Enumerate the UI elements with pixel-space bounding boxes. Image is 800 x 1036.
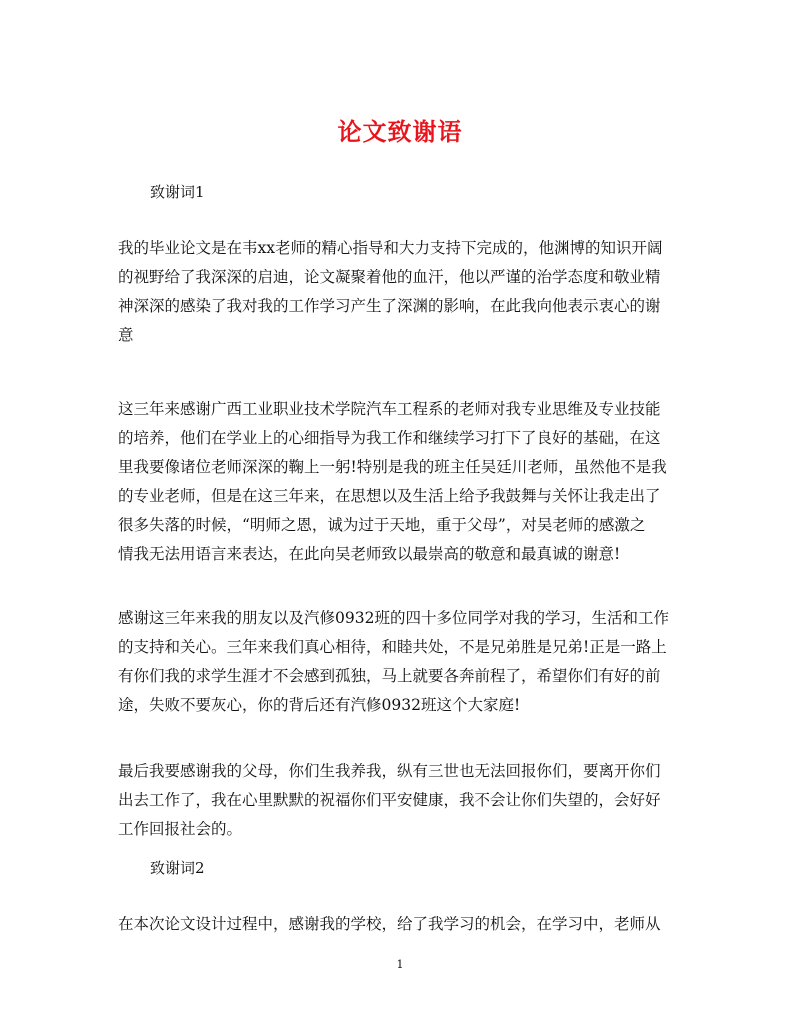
paragraph-line: 情我无法用语言来表达，在此向吴老师致以最崇高的敬意和最真诚的谢意! [118,545,621,563]
paragraph-line: 里我要像诸位老师深深的鞠上一躬!特别是我的班主任吴廷川老师，虽然他不是我 [118,458,667,476]
paragraph-line: 感谢这三年来我的朋友以及汽修0932班的四十多位同学对我的学习，生活和工作 [118,609,669,627]
section-heading-1: 致谢词1 [150,183,205,201]
paragraph-line: 在本次论文设计过程中，感谢我的学校，给了我学习的机会，在学习中，老师从 [118,915,661,933]
section-heading-2: 致谢词2 [150,859,205,877]
paragraph-line: 很多失落的时候，“明师之恩，诚为过于天地，重于父母”，对吴老师的感激之 [118,516,646,534]
paragraph-line: 最后我要感谢我的父母，你们生我养我，纵有三世也无法回报你们，要离开你们 [118,762,661,780]
paragraph-5 [118,910,678,939]
paragraph-4 [118,757,678,844]
paragraph-line: 意 [118,326,134,344]
document-title: 论文致谢语 [337,117,463,146]
paragraph-line: 的支持和关心。三年来我们真心相待，和睦共处，不是兄弟胜是兄弟!正是一路上 [118,638,667,656]
paragraph-line: 神深深的感染了我对我的工作学习产生了深渊的影响，在此我向他表示衷心的谢 [118,297,661,315]
paragraph-line: 途，失败不要灰心，你的背后还有汽修0932班这个大家庭! [118,696,521,714]
paragraph-line: 有你们我的求学生涯才不会感到孤独，马上就要各奔前程了，希望你们有好的前 [118,667,661,685]
paragraph-2 [118,395,678,569]
paragraph-line: 的专业老师，但是在这三年来，在思想以及生活上给予我鼓舞与关怀让我走出了 [118,487,661,505]
paragraph-line: 我的毕业论文是在韦xx老师的精心指导和大力支持下完成的，他渊博的知识开阔 [118,239,663,257]
paragraph-line: 出去工作了，我在心里默默的祝福你们平安健康，我不会让你们失望的，会好好 [118,791,661,809]
page-number: 1 [396,958,404,971]
paragraph-line: 这三年来感谢广西工业职业技术学院汽车工程系的老师对我专业思维及专业技能 [118,400,661,418]
paragraph-line: 的视野给了我深深的启迪，论文凝聚着他的血汗，他以严谨的治学态度和敬业精 [118,268,661,286]
paragraph-line: 工作回报社会的。 [118,820,243,838]
paragraph-3 [118,604,678,720]
paragraph-1 [118,234,678,350]
paragraph-line: 的培养，他们在学业上的心细指导为我工作和继续学习打下了良好的基础，在这 [118,429,661,447]
